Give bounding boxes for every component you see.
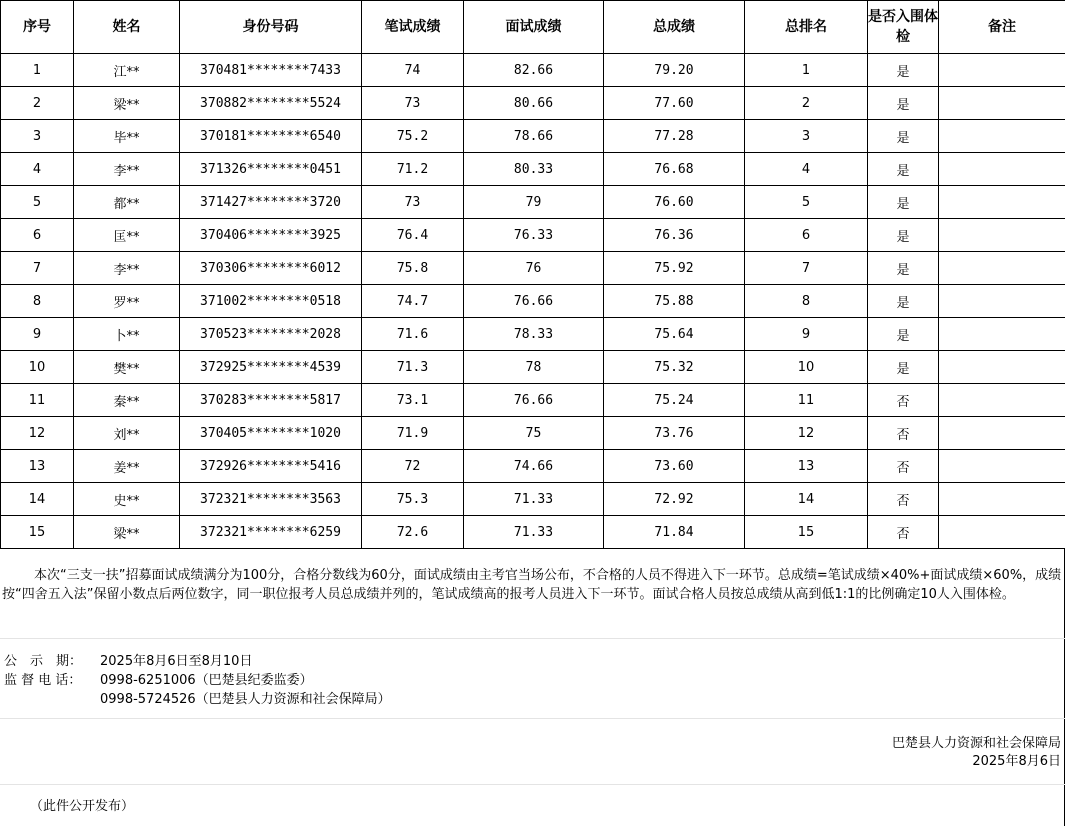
release-note: （此件公开发布） (30, 799, 135, 814)
id-number: 370406********3925 (180, 219, 362, 252)
interview-score: 80.66 (464, 87, 604, 120)
rank: 15 (745, 516, 868, 549)
row-index: 14 (1, 483, 74, 516)
written-score: 71.2 (362, 153, 464, 186)
divider (0, 718, 1065, 719)
total-score: 77.28 (604, 120, 745, 153)
total-score: 76.36 (604, 219, 745, 252)
rank: 1 (745, 54, 868, 87)
divider (0, 638, 1065, 639)
total-score: 75.88 (604, 285, 745, 318)
row-index: 11 (1, 384, 74, 417)
written-score: 74 (362, 54, 464, 87)
id-number: 370882********5524 (180, 87, 362, 120)
interview-score: 82.66 (464, 54, 604, 87)
header-written-score: 笔试成绩 (362, 1, 464, 54)
candidate-name: 江** (74, 54, 180, 87)
rank: 6 (745, 219, 868, 252)
candidate-name: 卜** (74, 318, 180, 351)
shortlisted: 是 (868, 54, 939, 87)
rank: 3 (745, 120, 868, 153)
rank: 13 (745, 450, 868, 483)
interview-score: 78.66 (464, 120, 604, 153)
scoring-note: 本次“三支一扶”招募面试成绩满分为100分，合格分数线为60分，面试成绩由主考官当场公布，不合格的人员不得进入下一环节。总成绩=笔试成绩×40%+面试成绩×60%，成绩按“四舍五入法”保留小数点后两位数字，同一职位报考人员总成绩并列的，笔试成绩高的报考人员进入下一环节。面试合格人员按总成绩从高到低1:1的比例确定10人入围体检。 (2, 568, 1062, 602)
table-row (1, 285, 1065, 318)
written-score: 76.4 (362, 219, 464, 252)
remarks (939, 120, 1065, 153)
id-number: 371326********0451 (180, 153, 362, 186)
interview-score: 76.66 (464, 285, 604, 318)
table-row (1, 219, 1065, 252)
remarks (939, 483, 1065, 516)
id-number: 372926********5416 (180, 450, 362, 483)
hotline-label: 监 督 电 话： (4, 673, 82, 688)
shortlisted: 否 (868, 417, 939, 450)
interview-score: 76 (464, 252, 604, 285)
rank: 14 (745, 483, 868, 516)
header-remarks: 备注 (939, 1, 1065, 54)
remarks (939, 186, 1065, 219)
hotline-number-2: 0998-5724526（巴楚县人力资源和社会保障局） (100, 692, 391, 707)
total-score: 75.64 (604, 318, 745, 351)
row-index: 6 (1, 219, 74, 252)
total-score: 75.32 (604, 351, 745, 384)
header-shortlisted: 是否入围体检 (868, 1, 939, 54)
row-index: 13 (1, 450, 74, 483)
remarks (939, 318, 1065, 351)
table-row (1, 87, 1065, 120)
total-score: 76.68 (604, 153, 745, 186)
written-score: 73 (362, 186, 464, 219)
shortlisted: 否 (868, 450, 939, 483)
candidate-name: 樊** (74, 351, 180, 384)
candidate-name: 李** (74, 153, 180, 186)
candidate-name: 姜** (74, 450, 180, 483)
candidate-name: 刘** (74, 417, 180, 450)
row-index: 12 (1, 417, 74, 450)
remarks (939, 285, 1065, 318)
publication-info (4, 652, 391, 709)
remarks (939, 87, 1065, 120)
row-index: 1 (1, 54, 74, 87)
row-index: 7 (1, 252, 74, 285)
row-index: 10 (1, 351, 74, 384)
candidate-name: 史** (74, 483, 180, 516)
interview-score: 80.33 (464, 153, 604, 186)
divider (0, 784, 1065, 785)
publication-period-value: 2025年8月6日至8月10日 (100, 654, 253, 669)
rank: 11 (745, 384, 868, 417)
table-header-row (1, 1, 1065, 54)
candidate-name: 李** (74, 252, 180, 285)
header-index: 序号 (1, 1, 74, 54)
total-score: 77.60 (604, 87, 745, 120)
remarks (939, 417, 1065, 450)
table-body (1, 54, 1065, 549)
header-name: 姓名 (74, 1, 180, 54)
interview-score: 78 (464, 351, 604, 384)
interview-score: 78.33 (464, 318, 604, 351)
table-row (1, 483, 1065, 516)
row-index: 2 (1, 87, 74, 120)
written-score: 73.1 (362, 384, 464, 417)
row-index: 4 (1, 153, 74, 186)
written-score: 71.9 (362, 417, 464, 450)
candidate-name: 都** (74, 186, 180, 219)
table-row (1, 450, 1065, 483)
shortlisted: 是 (868, 219, 939, 252)
shortlisted: 是 (868, 120, 939, 153)
shortlisted: 否 (868, 384, 939, 417)
written-score: 72 (362, 450, 464, 483)
table-row (1, 516, 1065, 549)
id-number: 370523********2028 (180, 318, 362, 351)
row-index: 3 (1, 120, 74, 153)
rank: 12 (745, 417, 868, 450)
id-number: 372925********4539 (180, 351, 362, 384)
shortlisted: 否 (868, 483, 939, 516)
rank: 5 (745, 186, 868, 219)
total-score: 73.76 (604, 417, 745, 450)
remarks (939, 450, 1065, 483)
id-number: 371427********3720 (180, 186, 362, 219)
row-index: 8 (1, 285, 74, 318)
interview-score: 71.33 (464, 483, 604, 516)
table-row (1, 318, 1065, 351)
footer-section (0, 548, 1065, 826)
row-index: 15 (1, 516, 74, 549)
rank: 7 (745, 252, 868, 285)
interview-score: 75 (464, 417, 604, 450)
interview-score: 71.33 (464, 516, 604, 549)
header-total-score: 总成绩 (604, 1, 745, 54)
written-score: 73 (362, 87, 464, 120)
written-score: 75.3 (362, 483, 464, 516)
id-number: 371002********0518 (180, 285, 362, 318)
total-score: 76.60 (604, 186, 745, 219)
table-row (1, 351, 1065, 384)
row-index: 5 (1, 186, 74, 219)
written-score: 71.3 (362, 351, 464, 384)
total-score: 72.92 (604, 483, 745, 516)
total-score: 73.60 (604, 450, 745, 483)
candidate-name: 罗** (74, 285, 180, 318)
interview-score: 74.66 (464, 450, 604, 483)
remarks (939, 516, 1065, 549)
header-id-number: 身份号码 (180, 1, 362, 54)
rank: 4 (745, 153, 868, 186)
hotline-number-1: 0998-6251006（巴楚县纪委监委） (100, 673, 313, 688)
remarks (939, 153, 1065, 186)
rank: 10 (745, 351, 868, 384)
table-row (1, 186, 1065, 219)
written-score: 74.7 (362, 285, 464, 318)
written-score: 72.6 (362, 516, 464, 549)
header-rank: 总排名 (745, 1, 868, 54)
issuer-block (892, 735, 1061, 771)
table-row (1, 252, 1065, 285)
remarks (939, 252, 1065, 285)
id-number: 370405********1020 (180, 417, 362, 450)
total-score: 79.20 (604, 54, 745, 87)
interview-score: 76.33 (464, 219, 604, 252)
id-number: 372321********3563 (180, 483, 362, 516)
table-row (1, 384, 1065, 417)
remarks (939, 219, 1065, 252)
table-row (1, 153, 1065, 186)
header-interview-score: 面试成绩 (464, 1, 604, 54)
written-score: 75.2 (362, 120, 464, 153)
written-score: 75.8 (362, 252, 464, 285)
candidate-name: 秦** (74, 384, 180, 417)
id-number: 372321********6259 (180, 516, 362, 549)
remarks (939, 384, 1065, 417)
shortlisted: 是 (868, 285, 939, 318)
candidate-name: 毕** (74, 120, 180, 153)
table-row (1, 54, 1065, 87)
shortlisted: 否 (868, 516, 939, 549)
shortlisted: 是 (868, 351, 939, 384)
candidate-name: 匡** (74, 219, 180, 252)
total-score: 71.84 (604, 516, 745, 549)
shortlisted: 是 (868, 318, 939, 351)
remarks (939, 54, 1065, 87)
shortlisted: 是 (868, 87, 939, 120)
id-number: 370481********7433 (180, 54, 362, 87)
total-score: 75.24 (604, 384, 745, 417)
rank: 8 (745, 285, 868, 318)
shortlisted: 是 (868, 252, 939, 285)
issuer-name: 巴楚县人力资源和社会保障局 (891, 736, 1061, 751)
row-index: 9 (1, 318, 74, 351)
shortlisted: 是 (868, 153, 939, 186)
candidate-name: 梁** (74, 516, 180, 549)
remarks (939, 351, 1065, 384)
written-score: 71.6 (362, 318, 464, 351)
table-row (1, 120, 1065, 153)
id-number: 370306********6012 (180, 252, 362, 285)
id-number: 370181********6540 (180, 120, 362, 153)
publication-period-label: 公 示 期： (4, 654, 83, 669)
total-score: 75.92 (604, 252, 745, 285)
rank: 2 (745, 87, 868, 120)
id-number: 370283********5817 (180, 384, 362, 417)
candidate-name: 梁** (74, 87, 180, 120)
shortlisted: 是 (868, 186, 939, 219)
interview-score: 76.66 (464, 384, 604, 417)
table-row (1, 417, 1065, 450)
interview-score: 79 (464, 186, 604, 219)
rank: 9 (745, 318, 868, 351)
issue-date: 2025年8月6日 (972, 754, 1061, 769)
